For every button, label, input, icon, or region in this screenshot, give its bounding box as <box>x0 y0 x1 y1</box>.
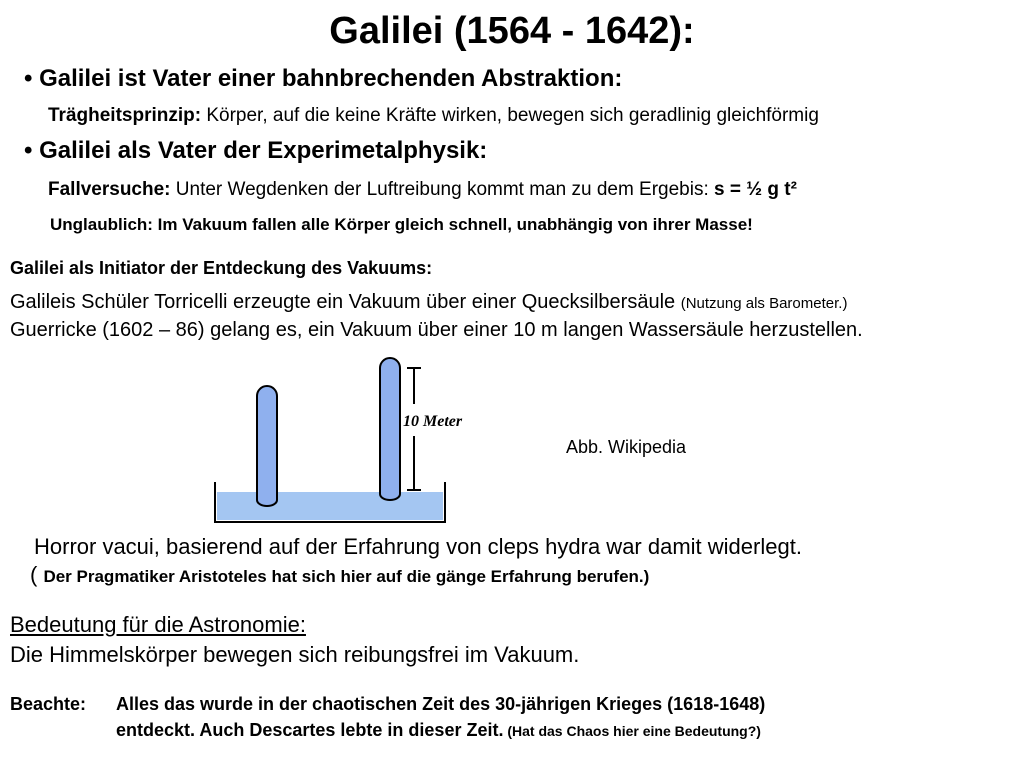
beachte-line-2 <box>116 718 761 743</box>
paren-open: ( <box>30 562 44 587</box>
trough-water <box>217 492 443 520</box>
figure-caption: Abb. Wikipedia <box>566 437 687 457</box>
inertia-label: Trägheitsprinzip: <box>48 105 202 126</box>
fall-label: Fallversuche: <box>48 179 171 200</box>
short-tube <box>257 386 277 506</box>
bullet-marker: • <box>24 137 33 164</box>
bullet-2 <box>24 136 487 166</box>
beachte-line-1: Alles das wurde in der chaotischen Zeit des 30-jährigen Krieges (1618-1648) <box>116 694 766 714</box>
guerricke-line: Guerricke (1602 – 86) gelang es, ein Vakuum über einer 10 m langen Wassersäule herzustellen. <box>10 319 863 341</box>
aristotle-line <box>30 562 649 591</box>
inertia-principle <box>48 104 819 128</box>
torricelli-line <box>10 290 847 316</box>
water-column-figure <box>205 352 505 532</box>
page-title: Galilei (1564 - 1642): <box>329 10 695 52</box>
astronomy-text: Die Himmelskörper bewegen sich reibungsfrei im Vakuum. <box>10 642 580 667</box>
aristotle-text: Der Pragmatiker Aristoteles hat sich hier auf die gänge Erfahrung berufen.) <box>43 567 650 586</box>
barometer-note: (Nutzung als Barometer.) <box>680 295 848 312</box>
height-label: 10 Meter <box>403 413 463 430</box>
tall-tube <box>380 358 400 500</box>
beachte-label: Beachte: <box>10 694 87 714</box>
astronomy-heading: Bedeutung für die Astronomie: <box>10 612 306 637</box>
bullet-1-text: Galilei ist Vater einer bahnbrechenden Abstraktion: <box>39 65 623 92</box>
vacuum-heading: Galilei als Initiator der Entdeckung des Vakuums: <box>10 258 433 278</box>
bullet-1 <box>24 64 622 94</box>
bullet-2-text: Galilei als Vater der Experimetalphysik: <box>39 137 488 164</box>
horror-vacui-line: Horror vacui, basierend auf der Erfahrung von cleps hydra war damit widerlegt. <box>34 534 802 559</box>
inertia-text: Körper, auf die keine Kräfte wirken, bewegen sich geradlinig gleichförmig <box>201 105 819 126</box>
fall-text: Unter Wegdenken der Luftreibung kommt man zu dem Ergebis: <box>170 179 715 200</box>
beachte-question: (Hat das Chaos hier eine Bedeutung?) <box>503 723 761 739</box>
vacuum-note: Unglaublich: Im Vakuum fallen alle Körper gleich schnell, unabhängig von ihrer Masse! <box>50 215 753 234</box>
fall-experiments <box>48 178 797 202</box>
bullet-marker: • <box>24 65 33 92</box>
torricelli-text: Galileis Schüler Torricelli erzeugte ein Vakuum über einer Quecksilbersäule <box>10 291 681 313</box>
beachte-line-2-text: entdeckt. Auch Descartes lebte in dieser Zeit. <box>116 720 504 740</box>
fall-formula: s = ½ g t² <box>714 179 797 200</box>
